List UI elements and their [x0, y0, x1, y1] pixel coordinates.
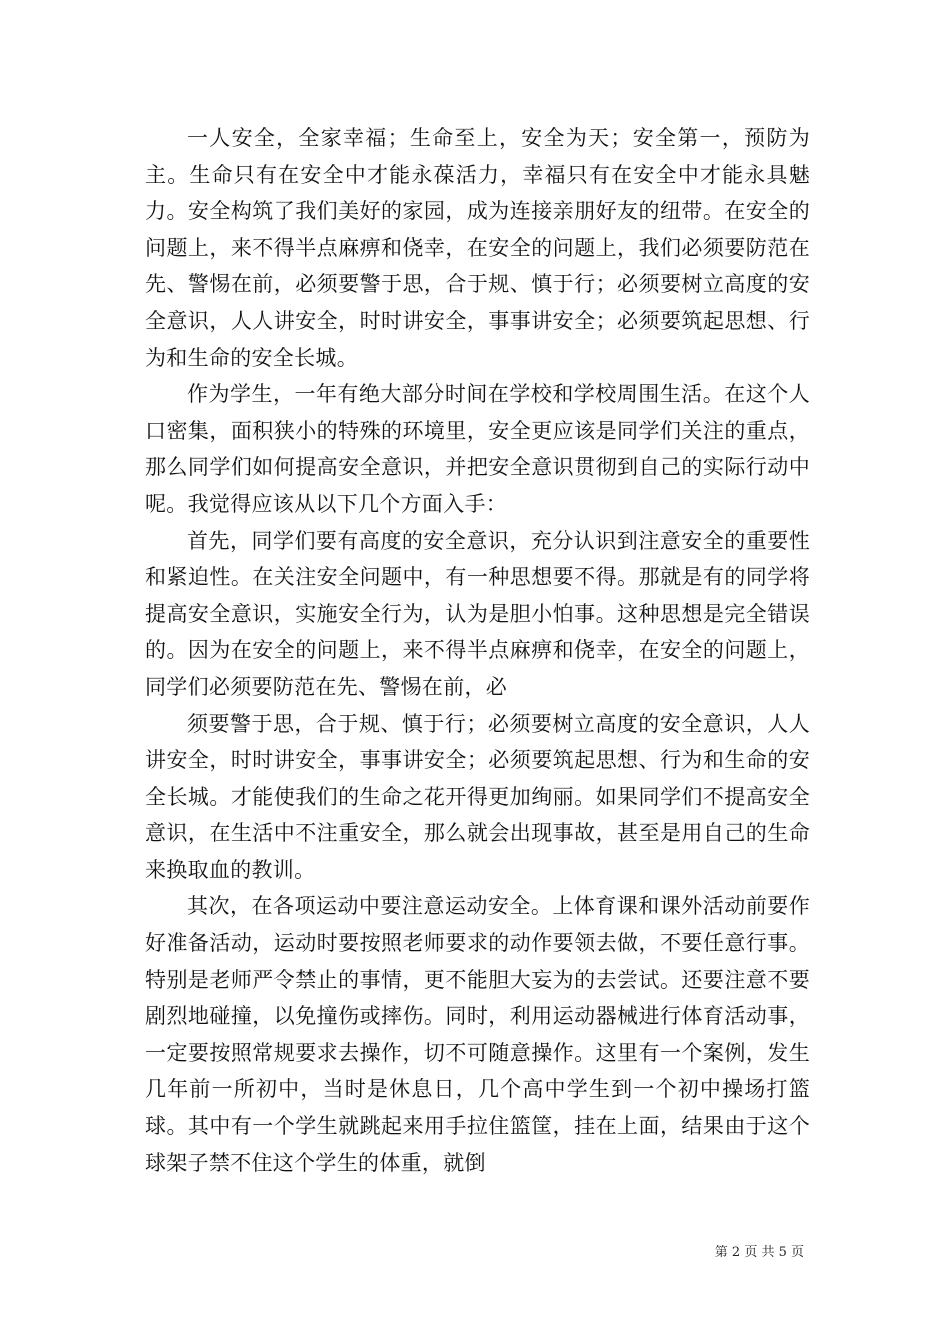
document-body — [145, 120, 810, 1181]
page-number: 第 2 页 共 5 页 — [714, 1245, 804, 1260]
paragraph: 首先，同学们要有高度的安全意识，充分认识到注意安全的重要性和紧迫性。在关注安全问题中，有一种思想要不得。那就是有的同学将提高安全意识，实施安全行为，认为是胆小怕事。这种思想是完全错误的。因为在安全的问题上，来不得半点麻痹和侥幸，在安全的问题上，同学们必须要防范在先、警惕在前，必 — [145, 528, 810, 699]
paragraph: 其次，在各项运动中要注意运动安全。上体育课和课外活动前要作好准备活动，运动时要按照老师要求的动作要领去做，不要任意行事。特别是老师严令禁止的事情，更不能胆大妄为的去尝试。还要注意不要剧烈地碰撞，以免撞伤或摔伤。同时，利用运动器械进行体育活动事，一定要按照常规要求去操作，切不可随意操作。这里有一个案例，发生几年前一所初中，当时是休息日，几个高中学生到一个初中操场打篮球。其中有一个学生就跳起来用手拉住篮筐，挂在上面，结果由于这个球架子禁不住这个学生的体重，就倒 — [145, 894, 810, 1175]
paragraph: 须要警于思，合于规、慎于行；必须要树立高度的安全意识，人人讲安全，时时讲安全，事事讲安全；必须要筑起思想、行为和生命的安全长城。才能使我们的生命之花开得更加绚丽。如果同学们不提高安全意识，在生活中不注重安全，那么就会出现事故，甚至是用自己的生命来换取血的教训。 — [145, 711, 810, 882]
paragraph: 作为学生，一年有绝大部分时间在学校和学校周围生活。在这个人口密集，面积狭小的特殊的环境里，安全更应该是同学们关注的重点，那么同学们如何提高安全意识，并把安全意识贯彻到自己的实际行动中呢。我觉得应该从以下几个方面入手： — [145, 382, 810, 516]
paragraph: 一人安全，全家幸福；生命至上，安全为天；安全第一，预防为主。生命只有在安全中才能永葆活力，幸福只有在安全中才能永具魅力。安全构筑了我们美好的家园，成为连接亲朋好友的纽带。在安全的问题上，来不得半点麻痹和侥幸，在安全的问题上，我们必须要防范在先、警惕在前，必须要警于思，合于规、慎于行；必须要树立高度的安全意识，人人讲安全，时时讲安全，事事讲安全；必须要筑起思想、行为和生命的安全长城。 — [145, 126, 810, 370]
page-footer — [715, 1245, 804, 1261]
